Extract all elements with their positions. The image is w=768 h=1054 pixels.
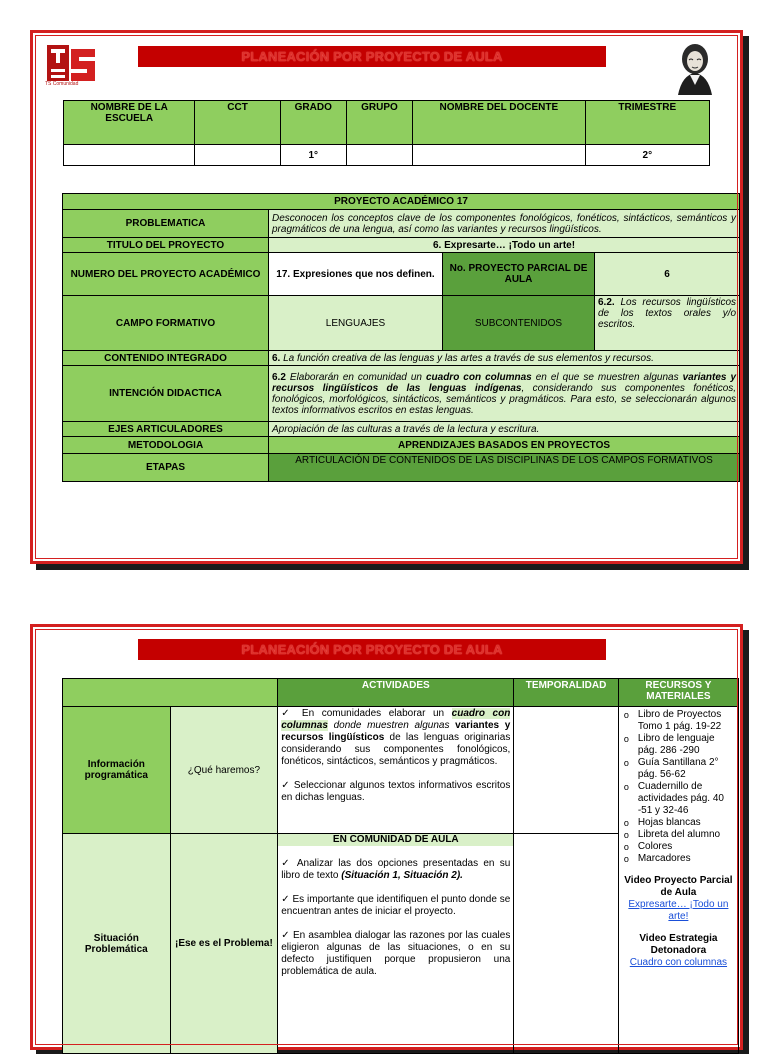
activity-1-bold-2: variantes y recursos lingüísticos (281, 720, 511, 743)
numero-value: 17. Expresiones que nos definen. (269, 253, 443, 296)
planning-page-1 (30, 30, 743, 564)
intencion-text-2: en el que se muestren algunas (535, 371, 679, 383)
problematica-label: PROBLEMATICA (63, 210, 269, 238)
value-grade[interactable]: 1° (280, 145, 346, 166)
parcial-value: 6 (595, 253, 740, 296)
value-cct[interactable] (195, 145, 280, 166)
header-grade: GRADO (280, 101, 346, 145)
titulo-label: TITULO DEL PROYECTO (63, 238, 269, 253)
ejes-label: EJES ARTICULADORES (63, 422, 269, 437)
subcontenidos-label: SUBCONTENIDOS (443, 296, 595, 351)
video-2-link[interactable]: Cuadro con columnas (629, 957, 728, 968)
page-banner-title: PLANEACIÓN POR PROYECTO DE AULA (138, 46, 606, 67)
intencion-num: 6.2 (272, 371, 286, 383)
intencion-bold-1: cuadro con columnas (425, 371, 532, 383)
resource-item: o Libro de lenguaje pág. 286 -290 (638, 733, 735, 757)
activity-3-bold: (Situación 1, Situación 2). (341, 870, 463, 881)
intencion-label: INTENCIÓN DIDACTICA (63, 366, 269, 422)
resource-item: o Marcadores (638, 853, 735, 865)
activity-5-text: ✓ En asamblea dialogar las razones por las cuales eligieron algunas de las situaciones, o en su defecto justifiquen porque propusieron una problemática de aula. (281, 930, 511, 977)
activities-table (62, 678, 739, 1054)
value-school-name[interactable] (64, 145, 195, 166)
subcontenidos-num: 6.2. (598, 297, 615, 308)
planning-page-2 (30, 624, 743, 1050)
portrait-image (670, 39, 720, 95)
activity-1-bold: cuadro con columnas (281, 708, 511, 731)
activity-4-text: ✓ Es importante que identifiquen el punto donde se encuentran antes de iniciar el proyecto. (281, 894, 511, 917)
question-que-haremos: ¿Qué haremos? (170, 707, 278, 834)
school-logo (45, 43, 99, 87)
numero-label: NUMERO DEL PROYECTO ACADÉMICO (63, 253, 269, 296)
etapas-value: ARTICULACIÓN DE CONTENIDOS DE LAS DISCIPLINAS DE LOS CAMPOS FORMATIVOS (269, 454, 740, 482)
school-info-table (63, 100, 710, 166)
metodologia-value: APRENDIZAJES BASADOS EN PROYECTOS (269, 437, 740, 454)
activities-row-2 (278, 834, 514, 1054)
project-table (62, 193, 740, 482)
contenido-num: 6. (272, 352, 281, 364)
etapas-label: ETAPAS (63, 454, 269, 482)
temporalidad-row-1[interactable] (514, 707, 618, 834)
video-1-link[interactable]: Expresarte… ¡Todo un arte! (628, 899, 729, 922)
resource-item: o Libreta del alumno (638, 829, 735, 841)
header-actividades: ACTIVIDADES (278, 679, 514, 707)
project-title: PROYECTO ACADÉMICO 17 (63, 194, 740, 210)
intencion-value (269, 366, 740, 422)
header-trimester: TRIMESTRE (585, 101, 709, 145)
header-cct: CCT (195, 101, 280, 145)
value-group[interactable] (346, 145, 412, 166)
header-school-name: NOMBRE DE LA ESCUELA (64, 101, 195, 145)
page-banner-title-2: PLANEACIÓN POR PROYECTO DE AULA (138, 639, 606, 660)
campo-label: CAMPO FORMATIVO (63, 296, 269, 351)
contenido-text: La función creativa de las lenguas y las artes a través de sus elementos y recursos. (283, 352, 654, 364)
resource-item: o Guía Santillana 2° pág. 56-62 (638, 757, 735, 781)
temporalidad-row-2[interactable] (514, 834, 618, 1054)
intencion-bold-2: variantes y recursos lingüísticos de las lenguas indígenas (272, 371, 737, 394)
header-group: GRUPO (346, 101, 412, 145)
metodologia-label: METODOLOGIA (63, 437, 269, 454)
subcontenidos-text: Los recursos lingüísticos de los textos orales y/o escritos. (598, 297, 737, 330)
header-temporalidad: TEMPORALIDAD (514, 679, 618, 707)
titulo-value: 6. Expresarte… ¡Todo un arte! (269, 238, 740, 253)
resource-item: o Libro de Proyectos Tomo 1 pág. 19-22 (638, 709, 735, 733)
resources-cell (618, 707, 738, 1054)
question-ese-es-el-problema: ¡Ese es el Problema! (170, 834, 278, 1054)
header-blank (63, 679, 278, 707)
header-teacher-name: NOMBRE DEL DOCENTE (413, 101, 586, 145)
phase-situacion: Situación Problemática (63, 834, 171, 1054)
ejes-value: Apropiación de las culturas a través de la lectura y escritura. (269, 422, 740, 437)
subcontenidos-value (595, 296, 740, 351)
resource-item: o Cuadernillo de actividades pág. 40 -51 y 32-46 (638, 781, 735, 817)
problematica-value: Desconocen los conceptos clave de los componentes fonológicos, fonéticos, sintácticos, semánticos y pragmáticos de una lengua, así como las variantes y recursos lingüísticos. (269, 210, 740, 238)
parcial-label: No. PROYECTO PARCIAL DE AULA (443, 253, 595, 296)
intencion-text-3: , considerando sus componentes fonéticos, fonológicos, morfológicos, sintácticos, semánticos y pragmáticos. Para esto, se seleccionarán algunos textos informativos escritos en estas lenguas. (272, 382, 737, 416)
value-teacher-name[interactable] (413, 145, 586, 166)
activity-band: EN COMUNIDAD DE AULA (278, 834, 513, 846)
phase-informacion: Información programática (63, 707, 171, 834)
activity-2-text: ✓ Seleccionar algunos textos informativos escritos en dichas lenguas. (281, 780, 511, 803)
video-2-title: Video Estrategia Detonadora (639, 933, 718, 956)
contenido-value (269, 351, 740, 366)
contenido-label: CONTENIDO INTEGRADO (63, 351, 269, 366)
resource-item: o Colores (638, 841, 735, 853)
intencion-text-1: Elaborarán en comunidad un (289, 371, 422, 383)
resources-list (622, 709, 735, 865)
logo-caption: TS Comunidad (45, 81, 79, 87)
video-1-title: Video Proyecto Parcial de Aula (624, 875, 733, 898)
activities-row-1 (278, 707, 514, 834)
activity-1-text: ✓ En comunidades elaborar un (281, 708, 445, 719)
activity-3-text: ✓ Analizar las dos opciones presentadas en su libro de texto (281, 858, 511, 881)
header-recursos: RECURSOS Y MATERIALES (618, 679, 738, 707)
resource-item: o Hojas blancas (638, 817, 735, 829)
activity-1-mid: donde muestren algunas (333, 720, 450, 731)
value-trimester[interactable]: 2° (585, 145, 709, 166)
campo-value: LENGUAJES (269, 296, 443, 351)
activity-1-post: de las lenguas originarias considerando sus componentes fonológicos, fonéticos, sintácticos, semánticos y pragmáticos. (281, 732, 511, 767)
